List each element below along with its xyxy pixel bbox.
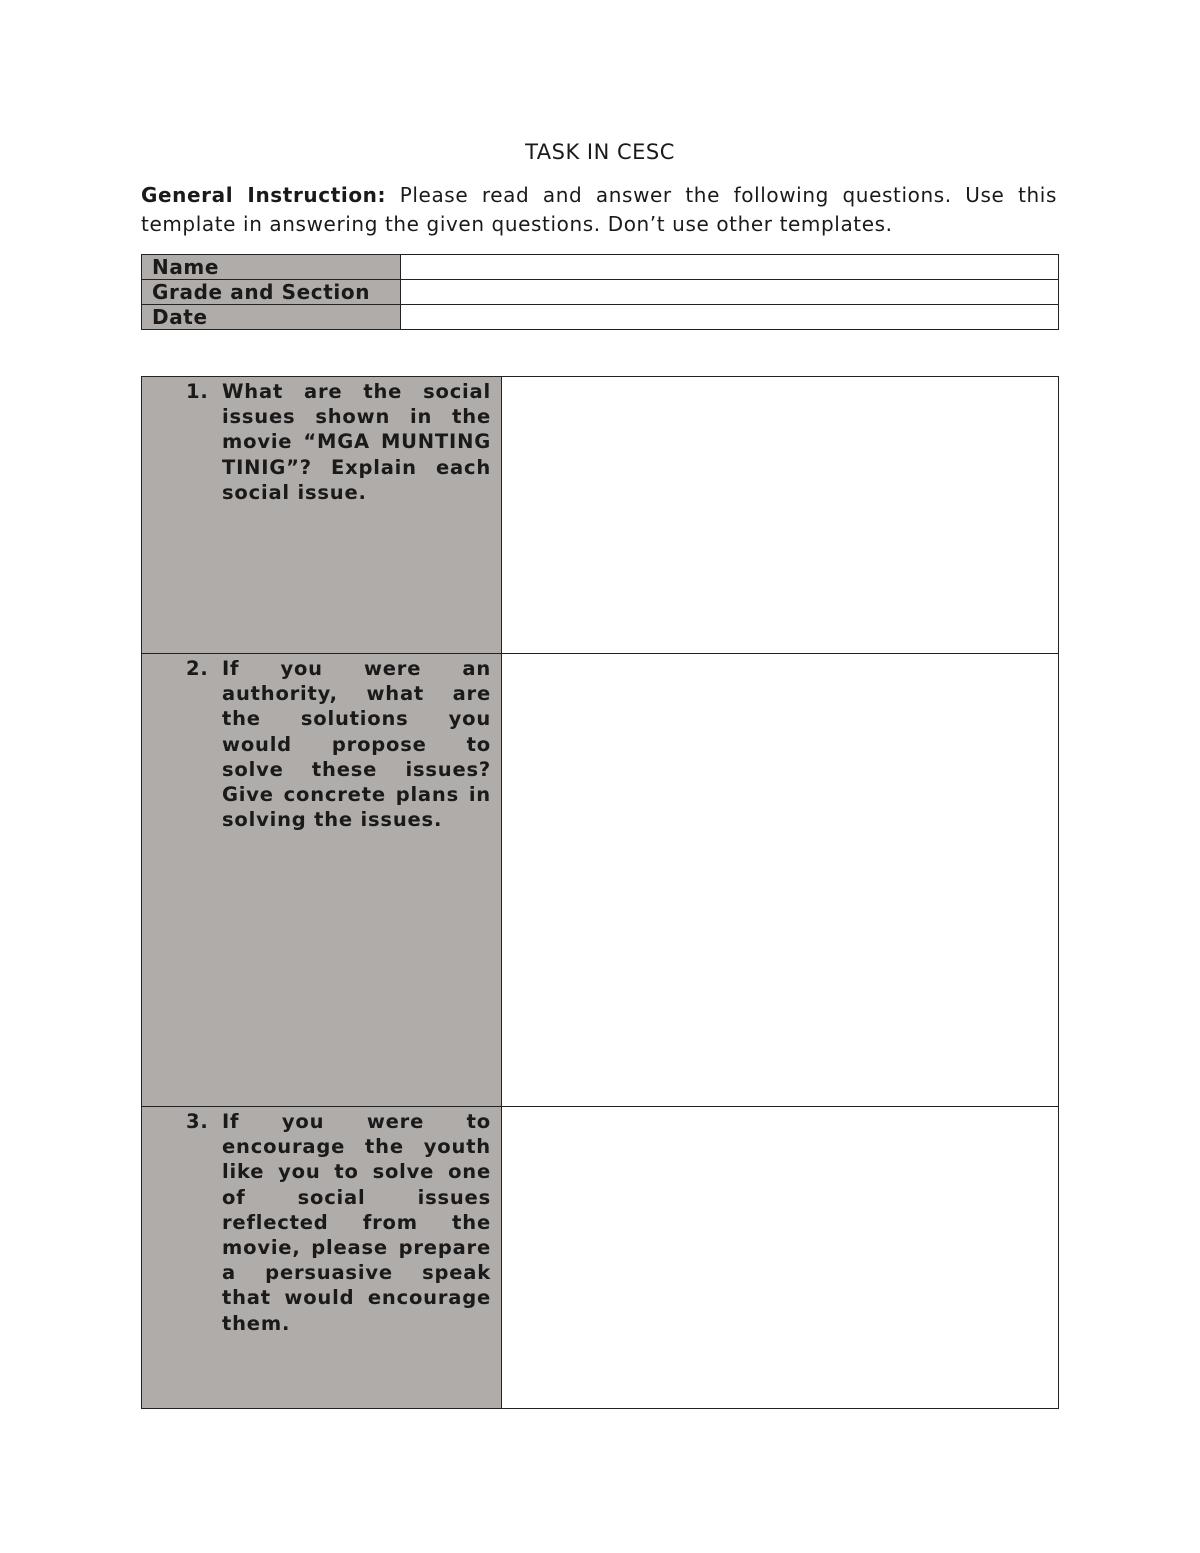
name-field[interactable]: [401, 255, 1059, 280]
question-cell: [142, 654, 502, 1107]
question-number: 3.: [186, 1110, 209, 1133]
question-row-2: [142, 654, 1059, 1107]
table-row: [142, 305, 1059, 330]
answer-field-3[interactable]: [502, 1107, 1059, 1409]
grade-section-field[interactable]: [401, 280, 1059, 305]
instruction-text: Please read and answer the following questions. Use this template in answering the given questions. Don’t use other templates.: [141, 183, 1057, 236]
student-info-table: [141, 254, 1059, 330]
question-number: 1.: [186, 380, 209, 403]
question-row-1: [142, 377, 1059, 654]
table-row: [142, 280, 1059, 305]
page-title: TASK IN CESC: [525, 140, 675, 164]
grade-section-label: Grade and Section: [142, 280, 401, 305]
general-instruction: [141, 181, 1057, 239]
answer-field-2[interactable]: [502, 654, 1059, 1107]
question-text: If you were an authority, what are the solutions you would propose to solve these issues? Give concrete plans in solving the issues.: [222, 657, 491, 832]
question-text: What are the social issues shown in the movie “MGA MUNTING TINIG”? Explain each social issue.: [222, 380, 491, 504]
questions-table: [141, 376, 1059, 1409]
date-field[interactable]: [401, 305, 1059, 330]
name-label: Name: [142, 255, 401, 280]
question-text: If you were to encourage the youth like you to solve one of social issues reflected from the movie, please prepare a persuasive speak that would encourage them.: [222, 1110, 491, 1335]
date-label: Date: [142, 305, 401, 330]
question-number: 2.: [186, 657, 209, 680]
question-row-3: [142, 1107, 1059, 1409]
answer-field-1[interactable]: [502, 377, 1059, 654]
question-cell: [142, 377, 502, 654]
table-row: [142, 255, 1059, 280]
question-cell: [142, 1107, 502, 1409]
instruction-label: General Instruction:: [141, 183, 387, 207]
